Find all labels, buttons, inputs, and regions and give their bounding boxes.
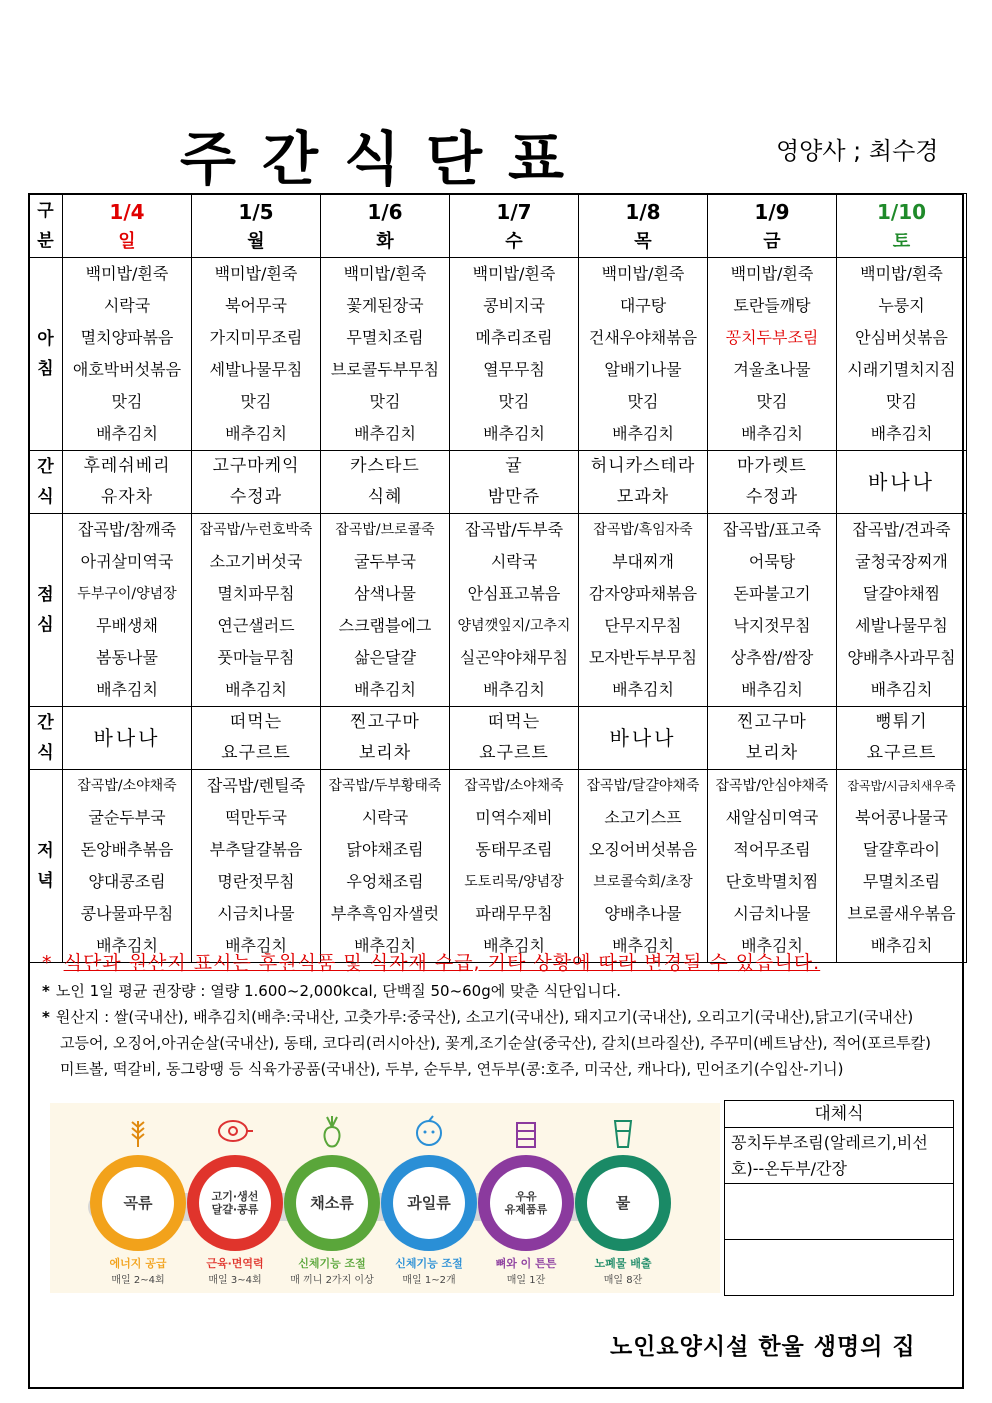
menu-item: 마가렛트: [737, 456, 807, 476]
food-group-circle: [90, 1155, 186, 1251]
food-group-name: 우유 유제품류: [490, 1167, 562, 1239]
menu-item: 잡곡밥/소야채죽: [77, 778, 177, 794]
menu-item: 배추김치: [612, 936, 674, 955]
menu-item: 배추김치: [225, 680, 287, 699]
alt-menu-row: [725, 1184, 953, 1240]
menu-item: 시래기멸치지짐: [847, 360, 956, 379]
food-group-circle: [575, 1155, 671, 1251]
menu-item: 잡곡밥/참깨죽: [77, 520, 177, 539]
menu-item: 우엉채조림: [346, 872, 424, 891]
food-group-frequency: 매일 8잔: [603, 1275, 643, 1286]
menu-item: 떡만두국: [225, 808, 287, 827]
wheat-icon: [118, 1113, 158, 1149]
menu-item: 봄동나물: [96, 648, 158, 667]
menu-item: 배추김치: [354, 424, 416, 443]
breakfast-label: 아 침: [29, 258, 63, 451]
food-group-infographic: [50, 1103, 720, 1293]
menu-item: 메추리조림: [475, 328, 553, 347]
menu-item: 배추김치: [870, 424, 933, 443]
dinner-label: 저 녁: [29, 770, 63, 963]
day-weekday: 토: [892, 230, 911, 252]
menu-item: 뻥튀기: [875, 712, 928, 732]
food-group-frequency: 매 끼니 2가지 이상: [290, 1275, 374, 1286]
snack2-label: 간 식: [29, 707, 63, 770]
origin-note: * 원산지 : 쌀(국내산), 배추김치(배추:국내산, 고춧가루:중국산), 소고기(국내산), 돼지고기(국내산), 오리고기(국내산),닭고기(국내산) 고등어, 오징어,아귀순살(국내산), 동태, 코다리(러시아산), 꽃게,조기순살(중국산), 갈치(브라질산), 주꾸미(베트남산), 적어(포르투칼) 미트볼, 떡갈비, 동그랑땡 등 식육가공품(국내산), 두부, 순두부, 연두부(콩:호주, 미국산, 캐나다), 민어조기(수입산-기니): [42, 1008, 932, 1078]
menu-item: 두부구이/양념장: [77, 586, 177, 602]
menu-item: 가지미무조림: [209, 328, 303, 347]
menu-item: 미역수제비: [475, 808, 553, 827]
menu-item: 브로콜새우볶음: [847, 904, 956, 923]
snack1-label: 간 식: [29, 451, 63, 514]
menu-item: 고구마케익: [212, 456, 300, 476]
menu-item: 잡곡밥/소야채죽: [464, 778, 564, 794]
menu-item: 유자차: [100, 487, 154, 507]
menu-item: 백미밥/흰죽: [343, 264, 427, 283]
menu-item: 오징어버섯볶음: [588, 840, 698, 859]
day-weekday: 일: [118, 230, 136, 252]
food-group-role: 뼈와 이 튼튼: [495, 1257, 557, 1270]
food-group-name: 채소류: [296, 1167, 368, 1239]
menu-item: 백미밥/흰죽: [730, 264, 814, 283]
menu-item: 안심표고볶음: [467, 584, 561, 603]
day-date: 1/10: [876, 199, 927, 224]
day-weekday: 화: [376, 230, 394, 252]
menu-item: 돈파불고기: [733, 584, 811, 603]
menu-item: 부추달걀볶음: [209, 840, 303, 859]
menu-item: 적어무조림: [733, 840, 811, 859]
menu-item: 양배추사과무침: [847, 648, 956, 667]
milk-icon: [506, 1113, 546, 1149]
menu-item: 알배기나물: [604, 360, 682, 379]
menu-item: 잡곡밥/시금치새우죽: [847, 779, 956, 793]
menu-item: 배추김치: [96, 936, 158, 955]
menu-item: 배추김치: [741, 936, 803, 955]
menu-item: 배추김치: [354, 680, 416, 699]
menu-item: 누룽지: [878, 296, 925, 315]
menu-item: 잡곡밥/누런호박죽: [199, 522, 313, 538]
menu-item: 배추김치: [741, 680, 803, 699]
menu-item: 멸치양파볶음: [80, 328, 174, 347]
food-group-role: 신체기능 조절: [298, 1257, 366, 1270]
food-group-role: 신체기능 조절: [395, 1257, 463, 1270]
menu-item: 배추김치: [870, 680, 933, 699]
menu-item: 실곤약야채무침: [459, 648, 569, 667]
menu-item: 백미밥/흰죽: [85, 264, 169, 283]
menu-item: 삼색나물: [354, 584, 416, 603]
day-weekday: 월: [247, 230, 265, 252]
menu-item: 무멸치조림: [862, 872, 941, 891]
menu-item: 배추김치: [225, 424, 287, 443]
alt-menu-title: 대체식: [725, 1101, 953, 1128]
menu-item: 잡곡밥/안심야채죽: [715, 778, 829, 794]
menu-item: 배추김치: [483, 936, 545, 955]
menu-item: 떠먹는: [229, 712, 283, 732]
menu-item: 콩비지국: [483, 296, 545, 315]
menu-item: 배추김치: [483, 424, 545, 443]
alternative-menu-box: [724, 1100, 954, 1296]
menu-item: 찐고구마: [350, 712, 420, 732]
menu-item: 요구르트: [221, 743, 291, 763]
lunch-label: 점 심: [29, 514, 63, 707]
menu-item: 배추김치: [870, 936, 933, 955]
menu-item: 풋마늘무침: [217, 648, 295, 667]
change-warning: * 식단과 원산지 표시는 후원식품 및 식자재 수급, 기타 상황에 따라 변경될 수 있습니다.: [42, 952, 821, 974]
notes-block: [42, 948, 952, 1082]
menu-item: 양대콩조림: [88, 872, 166, 891]
menu-item: 도토리묵/양념장: [464, 874, 564, 890]
menu-item: 겨울초나물: [733, 360, 811, 379]
food-group-circle: [478, 1155, 574, 1251]
menu-item: 맛김: [369, 392, 401, 411]
menu-item: 배추김치: [354, 936, 416, 955]
menu-item: 귤: [505, 456, 523, 476]
menu-item: 북어콩나물국: [855, 808, 948, 827]
menu-item: 요구르트: [866, 743, 937, 763]
menu-item: 아귀살미역국: [80, 552, 174, 571]
day-weekday: 금: [763, 230, 781, 252]
menu-item: 밤만쥬: [487, 487, 541, 507]
menu-item: 요구르트: [479, 743, 549, 763]
menu-item: 대구탕: [619, 296, 667, 315]
menu-item: 잡곡밥/두부황태죽: [328, 778, 442, 794]
water-glass-icon: [603, 1113, 643, 1149]
menu-item: 안심버섯볶음: [855, 328, 948, 347]
menu-item: 백미밥/흰죽: [601, 264, 685, 283]
page-title: 주간식단표: [179, 125, 591, 193]
menu-item: 토란들깨탕: [733, 296, 811, 315]
food-group-role: 근육·면역력: [206, 1257, 264, 1270]
meat-icon: [215, 1113, 255, 1149]
dietitian-label: 영양사 ; 최수경: [776, 137, 939, 165]
menu-item: 맛김: [886, 392, 917, 411]
menu-item: 바나나: [868, 469, 935, 494]
food-group-frequency: 매일 1잔: [506, 1275, 546, 1286]
menu-item: 꽁치두부조림: [725, 328, 819, 347]
food-group-role: 에너지 공급: [109, 1257, 167, 1270]
menu-item: 꽃게된장국: [346, 296, 424, 315]
menu-item: 시락국: [103, 296, 151, 315]
menu-item: 맛김: [756, 392, 788, 411]
menu-item: 세발나물무침: [209, 360, 303, 379]
menu-item: 허니카스테라: [590, 456, 696, 476]
menu-item: 잡곡밥/표고죽: [722, 520, 822, 539]
food-group-name: 물: [587, 1167, 659, 1239]
menu-item: 배추김치: [96, 424, 158, 443]
food-group-circle: [381, 1155, 477, 1251]
menu-item: 무멸치조림: [346, 328, 424, 347]
menu-item: 카스타드: [350, 456, 420, 476]
menu-item: 달걀후라이: [862, 840, 941, 859]
menu-item: 백미밥/흰죽: [214, 264, 298, 283]
day-date: 1/4: [109, 199, 145, 224]
menu-item: 동태무조림: [475, 840, 553, 859]
menu-item: 굴두부국: [354, 552, 416, 571]
menu-item: 배추김치: [225, 936, 287, 955]
menu-item: 부대찌개: [612, 552, 674, 571]
menu-item: 시금치나물: [217, 904, 295, 923]
menu-item: 백미밥/흰죽: [472, 264, 556, 283]
menu-item: 소고기버섯국: [209, 552, 303, 571]
day-weekday: 목: [634, 230, 652, 252]
menu-item: 애호박버섯볶음: [72, 360, 182, 379]
food-group-frequency: 매일 1~2개: [402, 1275, 456, 1286]
menu-item: 보리차: [745, 743, 799, 763]
menu-item: 양념깻잎지/고추지: [457, 618, 571, 634]
menu-item: 감자양파채볶음: [588, 584, 698, 603]
food-group-name: 곡류: [102, 1167, 174, 1239]
menu-item: 모자반두부무침: [588, 648, 698, 667]
food-group-circle: [187, 1155, 283, 1251]
menu-item: 맛김: [111, 392, 143, 411]
menu-item: 세발나물무침: [855, 616, 948, 635]
menu-item: 달걀야채찜: [862, 584, 941, 603]
day-weekday: 수: [505, 230, 523, 252]
day-date: 1/5: [238, 199, 274, 224]
menu-item: 찐고구마: [737, 712, 807, 732]
food-group-frequency: 매일 3~4회: [208, 1275, 262, 1286]
menu-item: 단무지무침: [604, 616, 682, 635]
menu-item: 맛김: [627, 392, 659, 411]
menu-item: 돈앙배추볶음: [80, 840, 174, 859]
menu-item: 잡곡밥/브로콜죽: [335, 522, 435, 538]
day-date: 1/7: [496, 199, 532, 224]
alt-menu-row: [725, 1240, 953, 1296]
menu-item: 잡곡밥/흑임자죽: [593, 522, 693, 538]
menu-item: 굴청국장찌개: [855, 552, 948, 571]
menu-item: 콩나물파무침: [80, 904, 174, 923]
food-group-circle: [284, 1155, 380, 1251]
menu-item: 단호박멸치찜: [725, 872, 819, 891]
food-group-name: 과일류: [393, 1167, 465, 1239]
radish-icon: [312, 1113, 352, 1149]
menu-item: 보리차: [358, 743, 412, 763]
menu-item: 시락국: [490, 552, 538, 571]
food-group-frequency: 매일 2~4회: [111, 1275, 165, 1286]
menu-item: 잡곡밥/견과죽: [852, 520, 951, 539]
menu-item: 브로콜숙회/초장: [593, 874, 693, 890]
menu-item: 낙지젓무침: [733, 616, 811, 635]
menu-item: 부추흑임자샐럿: [330, 904, 440, 923]
menu-item: 맛김: [240, 392, 272, 411]
menu-item: 잡곡밥/렌틸죽: [206, 776, 306, 795]
food-group-name: 고기·생선 달걀·콩류: [199, 1167, 271, 1239]
nutrition-note: * 노인 1일 평균 권장량 : 열량 1.600~2,000kcal, 단백질 50~60g에 맞춘 식단입니다.: [42, 982, 621, 1000]
alt-menu-row: 꽁치두부조림(알레르기,비선호)--온두부/간장: [725, 1128, 953, 1184]
menu-item: 명란젓무침: [217, 872, 295, 891]
menu-item: 식혜: [367, 487, 403, 507]
menu-item: 배추김치: [612, 424, 674, 443]
facility-name: 노인요양시설 한울 생명의 집: [610, 1334, 916, 1360]
menu-item: 모과차: [616, 487, 670, 507]
menu-item: 수정과: [745, 487, 799, 507]
menu-item: 시금치나물: [733, 904, 811, 923]
menu-item: 양배추나물: [604, 904, 682, 923]
menu-item: 삶은달걀: [354, 648, 416, 667]
day-date: 1/6: [367, 199, 403, 224]
menu-item: 북어무국: [225, 296, 287, 315]
menu-item: 바나나: [609, 725, 677, 750]
apple-icon: [409, 1113, 449, 1149]
menu-item: 멸치파무침: [217, 584, 295, 603]
menu-item: 열무무침: [483, 360, 545, 379]
menu-item: 맛김: [498, 392, 530, 411]
menu-item: 어묵탕: [748, 552, 796, 571]
corner-label: 구 분: [29, 194, 63, 258]
menu-item: 무배생채: [96, 616, 158, 635]
menu-item: 상추쌈/쌈장: [730, 648, 814, 667]
menu-item: 굴순두부국: [88, 808, 166, 827]
menu-item: 잡곡밥/달걀야채죽: [586, 778, 700, 794]
menu-item: 배추김치: [741, 424, 803, 443]
menu-item: 새알심미역국: [725, 808, 819, 827]
menu-item: 백미밥/흰죽: [860, 264, 943, 283]
menu-item: 연근샐러드: [217, 616, 295, 635]
menu-item: 소고기스프: [604, 808, 682, 827]
menu-item: 바나나: [93, 725, 161, 750]
day-date: 1/9: [754, 199, 790, 224]
menu-item: 배추김치: [96, 680, 158, 699]
food-group-role: 노폐물 배출: [594, 1257, 652, 1270]
menu-item: 잡곡밥/두부죽: [464, 520, 564, 539]
menu-item: 파래무무침: [475, 904, 553, 923]
menu-item: 수정과: [229, 487, 283, 507]
menu-item: 스크램블에그: [338, 616, 432, 635]
menu-item: 떠먹는: [487, 712, 541, 732]
menu-item: 브로콜두부무침: [330, 360, 440, 379]
day-date: 1/8: [625, 199, 661, 224]
menu-item: 건새우야채볶음: [588, 328, 698, 347]
menu-item: 닭야채조림: [346, 840, 424, 859]
menu-item: 후레쉬베리: [83, 456, 171, 476]
menu-item: 배추김치: [612, 680, 674, 699]
menu-item: 배추김치: [483, 680, 545, 699]
menu-item: 시락국: [361, 808, 409, 827]
